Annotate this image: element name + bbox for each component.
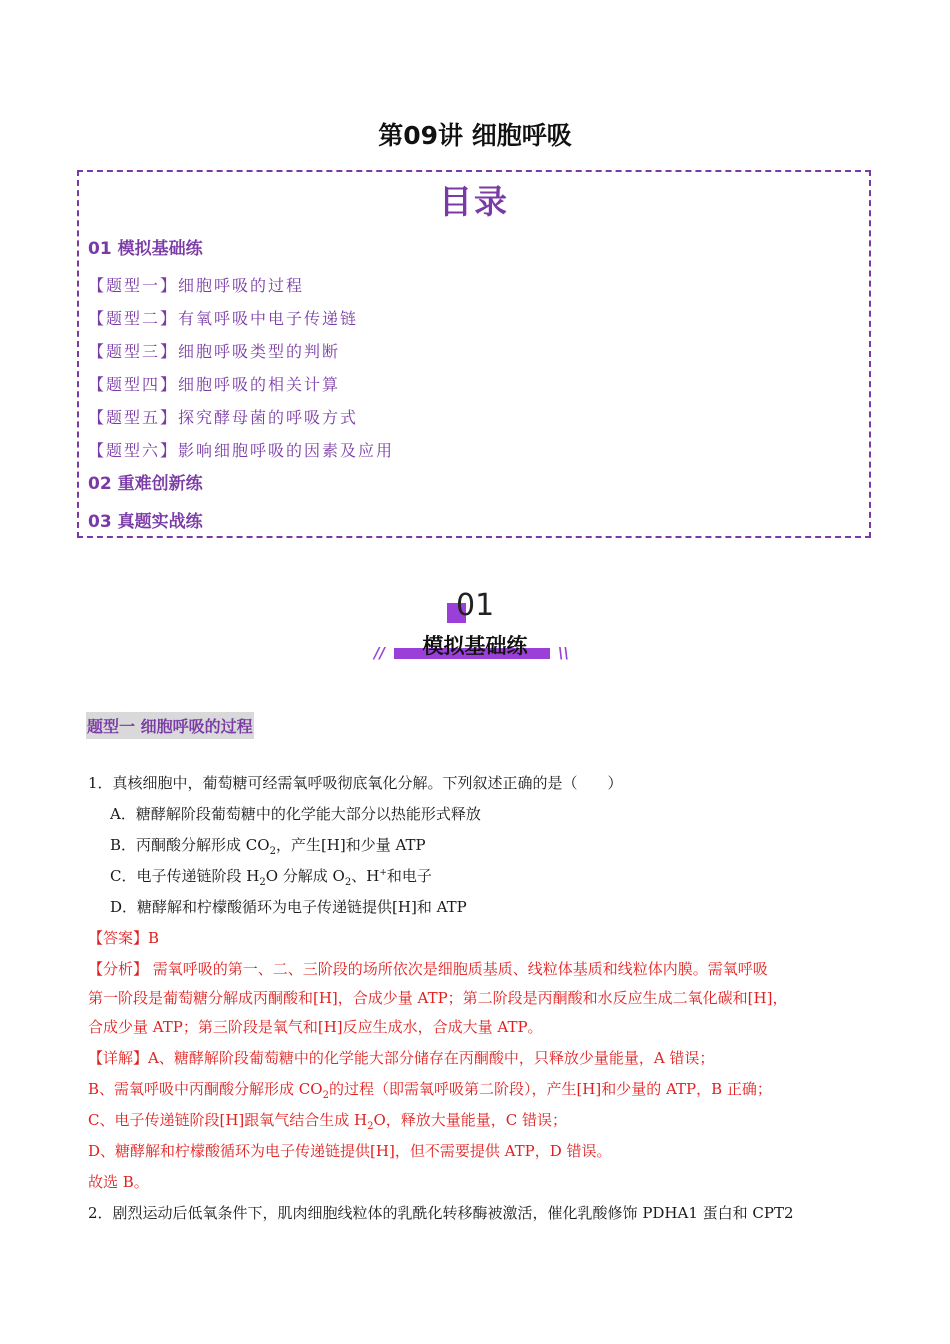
question-1-detail-line-1: 【详解】A、糖酵解阶段葡萄糖中的化学能大部分储存在丙酮酸中，只释放少量能量，A 错误； [88,1049,715,1067]
page-title: 第09讲 细胞呼吸 [378,121,572,150]
toc-heading: 目录 [439,182,509,221]
question-1-stem: 1．真核细胞中，葡萄糖可经需氧呼吸彻底氧化分解。下列叙述正确的是（ ） [88,774,623,792]
question-1-conclusion: 故选 B。 [88,1173,149,1191]
toc-item-type4[interactable]: 【题型四】细胞呼吸的相关计算 [88,375,341,394]
toc-item-type6[interactable]: 【题型六】影响细胞呼吸的因素及应用 [88,441,395,460]
toc-section-03[interactable]: 03 真题实战练 [88,512,203,532]
question-1-option-a: A．糖酵解阶段葡萄糖中的化学能大部分以热能形式释放 [110,805,481,823]
toc-item-type2[interactable]: 【题型二】有氧呼吸中电子传递链 [88,309,359,328]
toc-section-02[interactable]: 02 重难创新练 [88,474,203,494]
table-of-contents [77,170,871,538]
type-heading: 题型一 细胞呼吸的过程 [86,712,254,739]
banner-label: 模拟基础练 [422,634,528,658]
question-1-detail-line-4: D、糖酵解和柠檬酸循环为电子传递链提供[H]，但不需要提供 ATP，D 错误。 [88,1142,612,1160]
banner-slash-right: \\ [558,644,569,662]
question-1-option-b: B．丙酮酸分解形成 $CO_2$，产生[H]和少量 ATP [110,836,426,857]
question-1-analysis-line-2: 第一阶段是葡萄糖分解成丙酮酸和[H]，合成少量 ATP；第二阶段是丙酮酸和水反应生成二氧化碳和[H]， [88,989,788,1007]
banner-slash-left: // [374,644,385,662]
question-1-answer: 【答案】B [88,929,160,947]
toc-item-type5[interactable]: 【题型五】探究酵母菌的呼吸方式 [88,408,359,427]
toc-item-type1[interactable]: 【题型一】细胞呼吸的过程 [88,276,305,295]
question-1-analysis-line-1: 【分析】 需氧呼吸的第一、二、三阶段的场所依次是细胞质基质、线粒体基质和线粒体内膜。需氧呼吸 [88,960,768,978]
question-1-detail-line-3: C、电子传递链阶段[H]跟氧气结合生成 $H_2O$，释放大量能量，C 错误； [88,1111,568,1132]
question-1-option-d: D．糖酵解和柠檬酸循环为电子传递链提供[H]和 ATP [110,898,467,916]
banner-number: 01 [456,588,495,623]
question-1-option-c: C．电子传递链阶段 $H_2O$ 分解成 $O_2$、H+和电子 [110,867,432,888]
question-1-analysis-line-3: 合成少量 ATP；第三阶段是氧气和[H]反应生成水，合成大量 ATP。 [88,1018,543,1036]
toc-item-type3[interactable]: 【题型三】细胞呼吸类型的判断 [88,342,341,361]
question-1-detail-line-2: B、需氧呼吸中丙酮酸分解形成 $CO_2$的过程（即需氧呼吸第二阶段），产生[H]和少量的 ATP，B 正确； [88,1080,772,1101]
question-2-stem: 2．剧烈运动后低氧条件下，肌肉细胞线粒体的乳酰化转移酶被激活，催化乳酸修饰 PDHA1 蛋白和 CPT2 [88,1204,794,1222]
toc-section-01[interactable]: 01 模拟基础练 [88,239,203,259]
section-banner [370,588,580,670]
